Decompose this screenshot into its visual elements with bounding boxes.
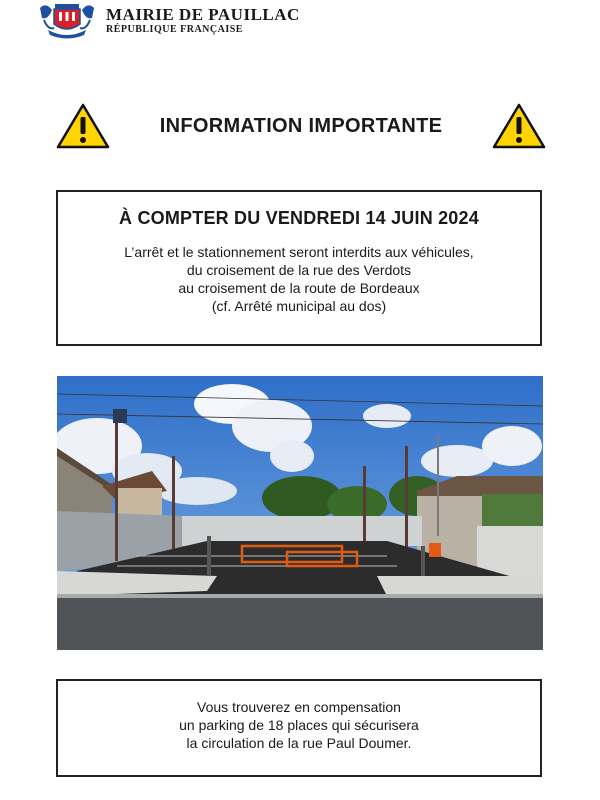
warning-banner	[56, 103, 546, 149]
warning-triangle-icon	[492, 103, 546, 149]
compensation-line: Vous trouverez en compensation	[197, 699, 401, 715]
parking-lot-photo	[57, 376, 543, 650]
important-information-title: INFORMATION IMPORTANTE	[159, 114, 443, 137]
republic-subtitle: RÉPUBLIQUE FRANÇAISE	[106, 23, 243, 35]
coat-of-arms-icon	[36, 0, 98, 40]
town-hall-title: MAIRIE DE PAUILLAC	[106, 4, 300, 24]
compensation-line: la circulation de la rue Paul Doumer.	[186, 735, 412, 751]
notice-box	[56, 190, 542, 346]
notice-line: L’arrêt et le stationnement seront interdits aux véhicules,	[124, 244, 474, 260]
notice-line: (cf. Arrêté municipal au dos)	[211, 298, 387, 314]
header	[36, 0, 300, 40]
compensation-line: un parking de 18 places qui sécurisera	[179, 717, 419, 733]
warning-triangle-icon	[56, 103, 110, 149]
notice-date-heading: À COMPTER DU VENDREDI 14 JUIN 2024	[119, 208, 479, 228]
compensation-text	[58, 698, 540, 752]
notice-line: au croisement de la route de Bordeaux	[178, 280, 420, 296]
compensation-box	[56, 679, 542, 777]
notice-line: du croisement de la rue des Verdots	[186, 262, 412, 278]
notice-text	[58, 243, 540, 315]
